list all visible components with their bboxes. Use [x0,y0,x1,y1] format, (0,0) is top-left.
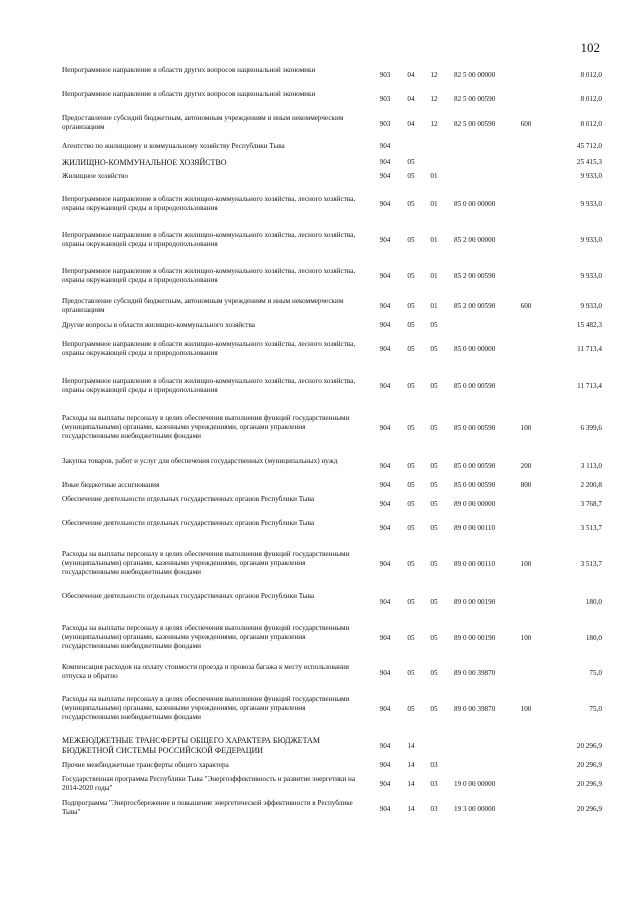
row-name: Жилищное хозяйство [62,172,128,180]
row-gr: 904 [379,172,391,180]
row-name: Расходы на выплаты персоналу в целях обеспечения выполнения функций государственными (муниципальными) органами, казенными учреждениями, органами управления государственными внебюджетными фондами [62,414,350,441]
row-gr: 904 [379,524,391,532]
row-sum: 75,0 [589,705,602,713]
row-sum: 75,0 [589,669,602,677]
row-cs: 89 0 00 39870 [454,669,496,677]
row-cs: 85 2 00 00000 [454,236,496,244]
row-gr: 904 [379,669,391,677]
row-rz: 05 [407,302,415,310]
row-rz: 05 [407,669,415,677]
row-gr: 904 [379,780,391,788]
row-rz: 05 [407,272,415,280]
table-row [0,172,640,180]
row-sum: 6 399,6 [580,424,602,432]
row-gr: 904 [379,302,391,310]
row-name: Иные бюджетные ассигнования [62,481,160,489]
row-rz: 05 [407,321,415,329]
row-pr: 01 [430,272,438,280]
row-cs: 85 2 00 00590 [454,302,496,310]
table-row [0,66,640,79]
row-gr: 904 [379,382,391,390]
row-rz: 05 [407,481,415,489]
row-vr: 100 [520,424,532,432]
row-pr: 05 [430,560,438,568]
row-sum: 9 933,0 [580,172,602,180]
row-name: Непрограммное направление в области жилищно-коммунального хозяйства, лесного хозяйства, охраны окружающей среды и природопользования [62,195,356,213]
table-row [0,377,640,395]
row-gr: 904 [379,462,391,470]
row-name: Государственная программа Республики Тыва "Энергоэффективность и развитие энергетики на 2014-2020 годы" [62,775,356,793]
row-name: Непрограммное направление в области жилищно-коммунального хозяйства, лесного хозяйства, охраны окружающей среды и природопользования [62,340,356,358]
row-name: Подпрограмма "Энергосбережение и повышение энергетической эффективности в Республике Тыва" [62,799,353,817]
row-pr: 12 [430,95,438,103]
row-rz: 05 [407,500,415,508]
row-gr: 904 [379,634,391,642]
row-gr: 904 [379,805,391,813]
row-rz: 05 [407,345,415,353]
row-gr: 904 [379,236,391,244]
row-gr: 904 [379,142,391,150]
table-row [0,736,640,755]
row-rz: 14 [407,805,415,813]
row-sum: 11 713,4 [577,382,602,390]
row-gr: 904 [379,272,391,280]
row-pr: 05 [430,345,438,353]
table-row [0,142,640,150]
row-name: Расходы на выплаты персоналу в целях обеспечения выполнения функций государственными (муниципальными) органами, казенными учреждениями, органами управления государственными внебюджетными фондами [62,550,350,577]
row-sum: 20 296,9 [576,742,602,750]
row-gr: 904 [379,500,391,508]
row-gr: 903 [379,120,391,128]
row-gr: 903 [379,71,391,79]
table-row [0,321,640,329]
row-pr: 01 [430,200,438,208]
table-row [0,231,640,249]
row-gr: 904 [379,742,391,750]
row-name: Непрограммное направление в области других вопросов национальной экономики [62,90,316,98]
row-sum: 8 012,0 [580,120,602,128]
row-cs: 89 0 00 39870 [454,705,496,713]
row-cs: 82 5 00 00590 [454,95,496,103]
table-row [0,495,640,508]
row-pr: 01 [430,302,438,310]
row-name: Расходы на выплаты персоналу в целях обеспечения выполнения функций государственными (муниципальными) органами, казенными учреждениями, органами управления государственными внебюджетными фондами [62,624,350,651]
table-row [0,297,640,315]
row-rz: 05 [407,200,415,208]
row-rz: 05 [407,598,415,606]
row-sum: 3 768,7 [580,500,602,508]
row-sum: 3 513,7 [580,524,602,532]
row-vr: 100 [520,634,532,642]
row-cs: 89 0 00 00000 [454,500,496,508]
row-sum: 20 296,9 [576,780,602,788]
row-rz: 14 [407,742,415,750]
row-rz: 14 [407,780,415,788]
row-vr: 600 [520,120,532,128]
row-cs: 82 5 00 00590 [454,120,496,128]
row-name: ЖИЛИЩНО-КОММУНАЛЬНОЕ ХОЗЯЙСТВО [62,158,227,167]
row-vr: 200 [520,462,532,470]
row-pr: 12 [430,120,438,128]
row-rz: 05 [407,382,415,390]
table-row [0,550,640,577]
page-number: 102 [580,40,600,55]
row-pr: 01 [430,172,438,180]
row-sum: 8 012,0 [580,95,602,103]
row-name: Другие вопросы в области жилищно-коммунального хозяйства [62,321,255,329]
row-name: Непрограммное направление в области других вопросов национальной экономики [62,66,316,74]
table-row [0,90,640,103]
row-gr: 904 [379,705,391,713]
row-rz: 04 [407,120,415,128]
row-rz: 05 [407,172,415,180]
row-rz: 05 [407,462,415,470]
row-cs: 85 0 00 00590 [454,382,496,390]
row-pr: 03 [430,780,438,788]
table-row [0,414,640,441]
row-pr: 05 [430,462,438,470]
row-name: Предоставление субсидий бюджетным, автономным учреждениям и иным некоммерческим организациям [62,114,344,132]
table-row [0,195,640,213]
row-rz: 05 [407,424,415,432]
row-cs: 89 0 00 00190 [454,598,496,606]
row-name: Обеспечение деятельности отдельных государственных органов Республики Тыва [62,592,315,600]
table-row [0,761,640,769]
row-cs: 85 0 00 00590 [454,481,496,489]
row-gr: 904 [379,200,391,208]
row-cs: 85 2 00 00590 [454,272,496,280]
row-vr: 100 [520,705,532,713]
table-row [0,158,640,167]
row-rz: 05 [407,705,415,713]
table-row [0,799,640,817]
row-rz: 05 [407,560,415,568]
row-pr: 05 [430,634,438,642]
row-sum: 20 296,9 [576,761,602,769]
row-cs: 89 0 00 00110 [454,524,496,532]
row-vr: 800 [520,481,532,489]
row-gr: 904 [379,598,391,606]
row-name: Непрограммное направление в области жилищно-коммунального хозяйства, лесного хозяйства, охраны окружающей среды и природопользования [62,231,356,249]
row-cs: 85 0 00 00590 [454,462,496,470]
row-pr: 05 [430,481,438,489]
row-rz: 14 [407,761,415,769]
row-sum: 9 933,0 [580,200,602,208]
row-pr: 03 [430,761,438,769]
row-vr: 100 [520,560,532,568]
row-cs: 82 5 00 00000 [454,71,496,79]
row-name: Обеспечение деятельности отдельных государственных органов Республики Тыва [62,495,315,503]
row-gr: 903 [379,95,391,103]
row-sum: 2 200,8 [580,481,602,489]
row-pr: 01 [430,236,438,244]
table-row [0,663,640,681]
row-gr: 904 [379,481,391,489]
row-name: Прочие межбюджетные трансферты общего характера [62,761,229,769]
row-pr: 03 [430,805,438,813]
row-gr: 904 [379,761,391,769]
row-name: Обеспечение деятельности отдельных государственных органов Республики Тыва [62,519,315,527]
row-sum: 25 415,3 [576,158,602,166]
table-row [0,624,640,651]
table-row [0,340,640,358]
row-sum: 9 933,0 [580,302,602,310]
row-rz: 05 [407,158,415,166]
row-sum: 20 296,9 [576,805,602,813]
row-sum: 8 012,0 [580,71,602,79]
row-rz: 05 [407,524,415,532]
row-sum: 9 933,0 [580,236,602,244]
row-cs: 85 0 00 00000 [454,345,496,353]
row-gr: 904 [379,560,391,568]
table-row [0,481,640,489]
row-gr: 904 [379,345,391,353]
row-name: Компенсация расходов на оплату стоимости проезда и провоза багажа к месту использования отпуска и обратно [62,663,349,681]
row-pr: 05 [430,705,438,713]
table-row [0,114,640,132]
row-pr: 05 [430,524,438,532]
row-pr: 05 [430,669,438,677]
row-rz: 05 [407,236,415,244]
row-cs: 19 0 00 00000 [454,780,496,788]
row-name: Агентство по жилищному и коммунальному хозяйству Республики Тыва [62,142,285,150]
row-gr: 904 [379,424,391,432]
table-row [0,267,640,285]
row-pr: 05 [430,321,438,329]
row-name: Непрограммное направление в области жилищно-коммунального хозяйства, лесного хозяйства, охраны окружающей среды и природопользования [62,377,356,395]
row-rz: 04 [407,71,415,79]
row-name: Предоставление субсидий бюджетным, автономным учреждениям и иным некоммерческим организациям [62,297,344,315]
row-sum: 3 513,7 [580,560,602,568]
row-gr: 904 [379,158,391,166]
row-cs: 89 0 00 00190 [454,634,496,642]
row-cs: 89 0 00 00110 [454,560,496,568]
row-pr: 12 [430,71,438,79]
row-sum: 3 113,0 [580,462,602,470]
row-pr: 05 [430,500,438,508]
row-sum: 11 713,4 [577,345,602,353]
row-sum: 45 712,0 [576,142,602,150]
row-pr: 05 [430,382,438,390]
table-row [0,695,640,722]
row-cs: 19 3 00 00000 [454,805,496,813]
row-name: Непрограммное направление в области жилищно-коммунального хозяйства, лесного хозяйства, охраны окружающей среды и природопользования [62,267,356,285]
row-sum: 15 482,3 [576,321,602,329]
row-sum: 180,0 [585,598,602,606]
row-vr: 600 [520,302,532,310]
table-row [0,519,640,532]
row-gr: 904 [379,321,391,329]
row-rz: 05 [407,634,415,642]
row-name: Расходы на выплаты персоналу в целях обеспечения выполнения функций государственными (муниципальными) органами, казенными учреждениями, органами управления государственными внебюджетными фондами [62,695,350,722]
row-cs: 85 0 00 00590 [454,424,496,432]
table-row [0,775,640,793]
row-pr: 05 [430,598,438,606]
table-row [0,592,640,606]
row-sum: 9 933,0 [580,272,602,280]
row-name: Закупка товаров, работ и услуг для обеспечения государственных (муниципальных) нужд [62,457,338,465]
row-sum: 180,0 [585,634,602,642]
table-row [0,457,640,470]
row-cs: 85 0 00 00000 [454,200,496,208]
row-pr: 05 [430,424,438,432]
row-rz: 04 [407,95,415,103]
row-name: МЕЖБЮДЖЕТНЫЕ ТРАНСФЕРТЫ ОБЩЕГО ХАРАКТЕРА БЮДЖЕТАМ БЮДЖЕТНОЙ СИСТЕМЫ РОССИЙСКОЙ ФЕДЕРАЦИИ [62,736,320,755]
